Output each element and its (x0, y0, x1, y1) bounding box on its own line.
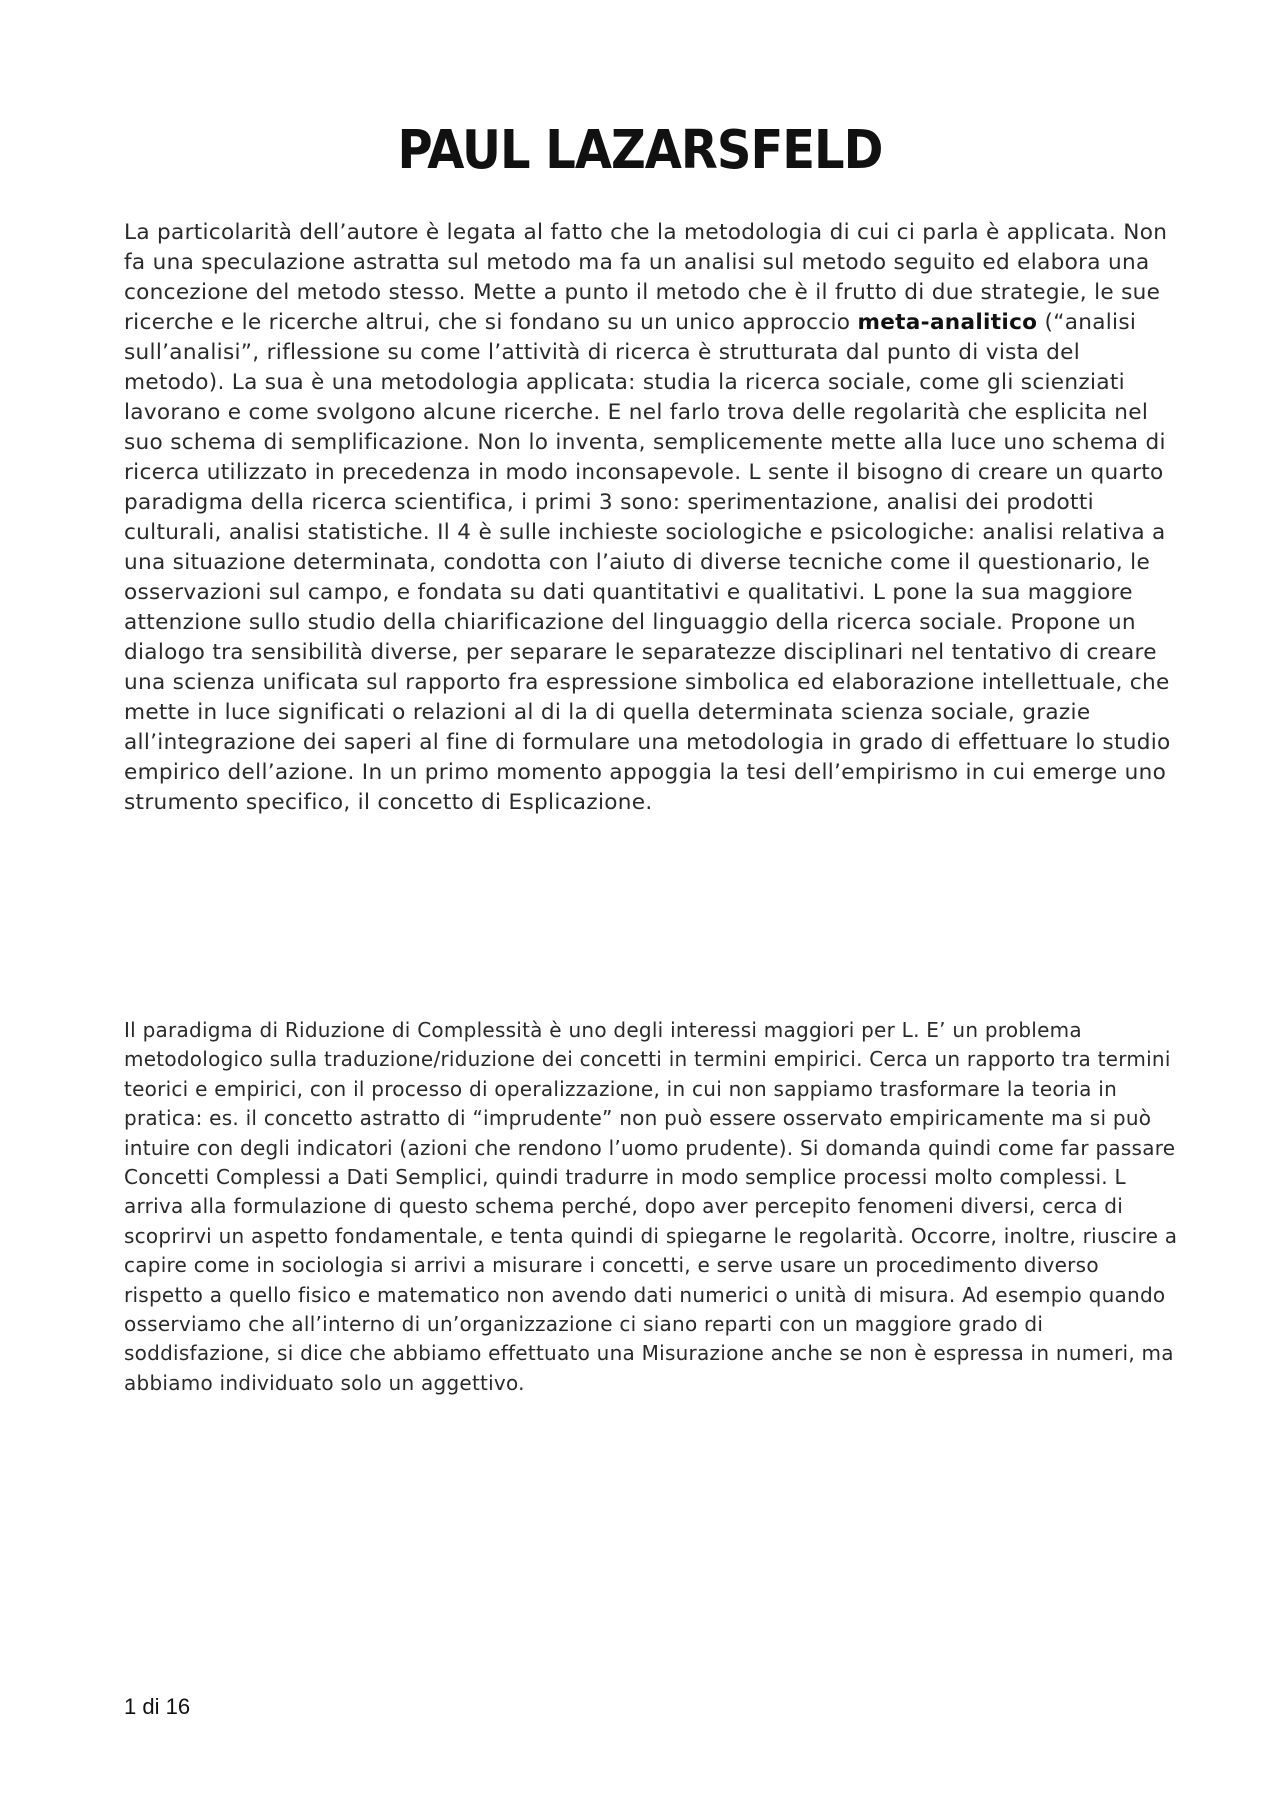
bold-term-meta-analitico: meta-analitico (857, 310, 1038, 335)
paragraph-complexity-reduction: Il paradigma di Riduzione di Complessità è uno degli interessi maggiori per L. E’ un problema metodologico sulla traduzione/riduzione dei concetti in termini empirici. Cerca un rapporto tra termini teorici e empirici, con il processo di operalizzazione, in cui non sappiamo trasformare la teoria in pratica: es. il concetto astratto di “imprudente” non può essere osservato empiricamente ma si può intuire con degli indicatori (azioni che rendono l’uomo prudente). Si domanda quindi come far passare Concetti Complessi a Dati Semplici, quindi tradurre in modo semplice processi molto complessi. L arriva alla formulazione di questo schema perché, dopo aver percepito fenomeni diversi, cerca di scoprirvi un aspetto fondamentale, e tenta quindi di spiegarne le regolarità. Occorre, inoltre, riuscire a capire come in sociologia si arrivi a misurare i concetti, e serve usare un procedimento diverso rispetto a quello fisico e matematico non avendo dati numerici o unità di misura. Ad esempio quando osserviamo che all’interno di un’organizzazione ci siano reparti con un maggiore grado di soddisfazione, si dice che abbiamo effettuato una Misurazione anche se non è espressa in numeri, ma abbiamo individuato solo un aggettivo. (124, 1018, 1178, 1395)
paragraph-intro-text-end: (“analisi sull’analisi”, riflessione su come l’attività di ricerca è strutturata dal punto di vista del metodo). La sua è una metodologia applicata: studia la ricerca sociale, come gli scienziati lavorano e come svolgono alcune ricerche. E nel farlo trova delle regolarità che esplicita nel suo schema di semplificazione. Non lo inventa, semplicemente mette alla luce uno schema di ricerca utilizzato in precedenza in modo inconsapevole. L sente il bisogno di creare un quarto paradigma della ricerca scientifica, i primi 3 sono: sperimentazione, analisi dei prodotti culturali, analisi statistiche. Il 4 è sulle inchieste sociologiche e psicologiche: analisi relativa a una situazione determinata, condotta con l’aiuto di diverse tecniche come il questionario, le osservazioni sul campo, e fondata su dati quantitativi e qualitativi. L pone la sua maggiore attenzione sullo studio della chiarificazione del linguaggio della ricerca sociale. Propone un dialogo tra sensibilità diverse, per separare le separatezze disciplinari nel tentativo di creare una scienza unificata sul rapporto fra espressione simbolica ed elaborazione intellettuale, che mette in luce significati o relazioni al di la di quella determinata scienza sociale, grazie all’integrazione dei saperi al fine di formulare una metodologia in grado di effettuare lo studio empirico dell’azione. In un primo momento appoggia la tesi dell’empirismo in cui emerge uno strumento specifico, il concetto di Esplicazione. (124, 310, 1171, 815)
paragraph-intro (124, 218, 1184, 818)
paragraph-intro-text-start: La particolarità dell’autore è legata al fatto che la metodologia di cui ci parla è applicata. Non fa una speculazione astratta sul metodo ma fa un analisi sul metodo seguito ed elabora una concezione del metodo stesso. Mette a punto il metodo che è il frutto di due strategie, le sue ricerche e le ricerche altrui, che si fondano su un unico approccio (124, 220, 1168, 335)
page-number: 1 di 16 (124, 1694, 191, 1719)
page-title: PAUL LAZARSFELD (397, 118, 883, 182)
